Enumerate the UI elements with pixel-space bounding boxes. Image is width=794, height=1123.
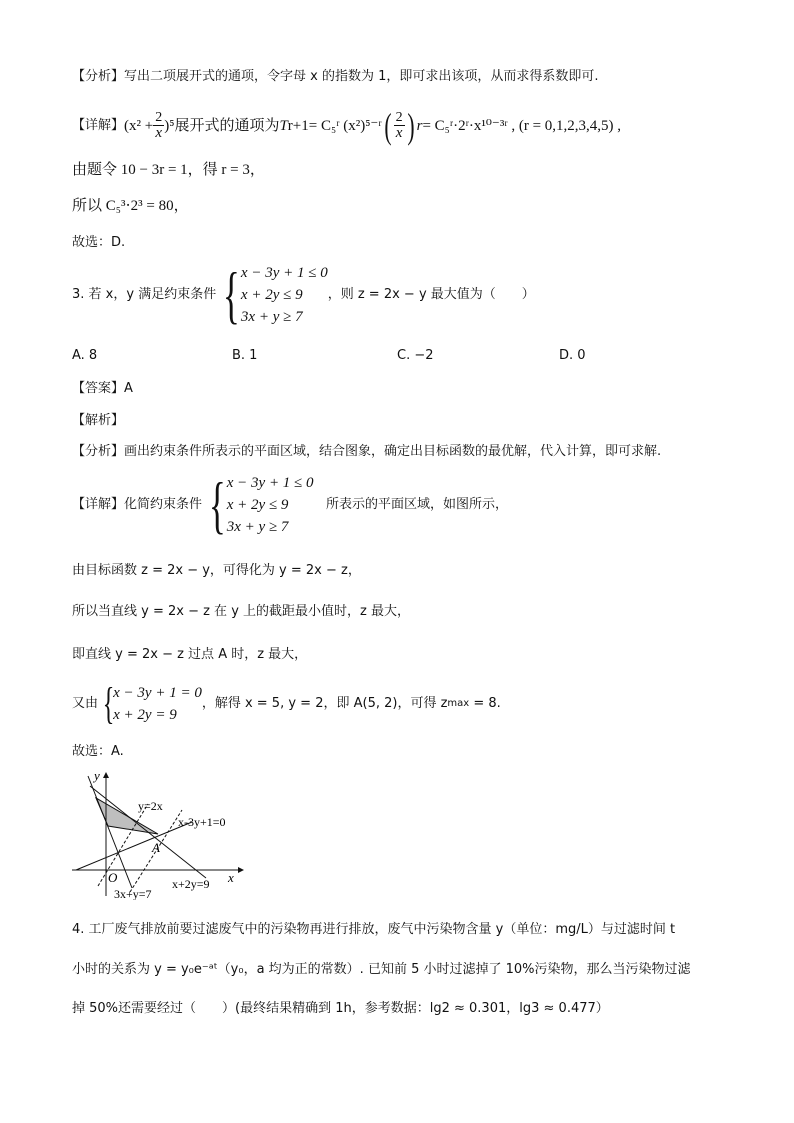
step-4-tail: ，解得 x = 5, y = 2，即 A(5, 2)，可得 z [201,696,448,711]
feasible-region-figure [68,770,248,900]
label-y2x: y=2x [138,799,163,813]
constraint-3: 3x + y ≥ 7 [240,309,303,325]
step-4-lead: 又由 [72,696,99,711]
step-3: 即直线 y = 2x − z 过点 A 时，z 最大， [72,647,308,662]
analysis-tag: 【分析】 [72,69,125,84]
detail-q3 [72,469,508,540]
option-a: A. 8 [72,348,98,363]
general-term-rhs: = C₅ʳ (x²)⁵⁻ʳ [308,117,382,134]
general-term-rhs2: = C₅ʳ·2ʳ·x¹⁰⁻³ʳ , (r = 0,1,2,3,4,5) , [422,117,622,134]
answer-value: A [124,381,133,396]
option-b: B. 1 [232,348,258,363]
origin-label: O [108,870,118,885]
question-4-line-1 [72,920,675,940]
question-4-text-1: 工厂废气排放前要过滤废气中的污染物再进行排放，废气中污染物含量 y（单位：mg/L）与过滤时间 t [88,922,676,937]
label-l2: x+2y=9 [172,877,210,891]
question-number: 3. [72,287,85,302]
solution-tag: 【解析】 [72,413,125,428]
label-l3: 3x+y=7 [114,887,152,900]
detail-tag-q3: 【详解】 [72,497,125,512]
answer-line [72,379,133,399]
step-4-sub: max [447,698,470,709]
binomial-fraction: $\frac{2}{x}$ [155,110,163,141]
detail-tail-q3: 所表示的平面区域，如图所示， [325,497,508,512]
step-1: 由目标函数 z = 2x − y，可得化为 y = 2x − z， [72,563,361,578]
step-4-end: = 8. [473,696,501,711]
step-4-eq-2: x + 2y = 9 [113,707,177,723]
constraint-system: { x − 3y + 1 ≤ 0 x + 2y ≤ 9 3x + y ≥ 7 [223,259,328,330]
detail-constraint-system: { x − 3y + 1 ≤ 0 x + 2y ≤ 9 3x + y ≥ 7 [208,469,314,540]
binomial-tail: )⁵展开式的通项为 [164,117,280,134]
axis-y-label: y [94,770,100,783]
option-c: C. −2 [397,348,434,363]
question-4-number: 4. [72,922,85,937]
analysis-text: 写出二项展开式的通项，令字母 x 的指数为 1，即可求出该项，从而求得系数即可. [124,69,599,84]
option-d: D. 0 [559,348,586,363]
constraint-2: x + 2y ≤ 9 [240,287,303,303]
label-l1: x-3y+1=0 [178,815,226,829]
constraint-1: x − 3y + 1 ≤ 0 [240,265,328,281]
step-4-eq-1: x − 3y + 1 = 0 [113,685,202,701]
analysis-text-q3: 画出约束条件所表示的平面区域，结合图象，确定出目标函数的最优解，代入计算，即可求解. [124,444,662,459]
paren-fraction: $\frac{2}{x}$ [395,110,403,141]
detail-general-term: 【详解】 (x² + $\frac{2}{x}$ )⁵展开式的通项为 T r+1 = C₅ʳ (x²)⁵⁻ʳ ( $\frac{2}{x}$ ) r = C₅ʳ·2ʳ·x¹⁰⁻³ʳ , (r = 0,1,2,3,4,5) , [72,105,622,146]
stem-tail: ，则 z = 2x − y 最大值为（ ） [327,287,535,302]
step-4 [72,679,501,728]
y-axis-arrow [103,772,109,778]
analysis-line-q3 [72,442,661,462]
x-axis-arrow [238,867,244,873]
analysis-tag-q3: 【分析】 [72,444,125,459]
question-3-stem [72,259,535,330]
options-row [72,346,722,366]
detail-line-2: 由题令 10 − 3r = 1，得 r = 3， [72,162,265,178]
stem-lead: 若 x，y 满足约束条件 [88,287,217,302]
general-term-label: T [279,117,288,134]
axis-x-label: x [228,870,234,885]
detail-constraint-1: x − 3y + 1 ≤ 0 [226,475,314,491]
detail-constraint-2: x + 2y ≤ 9 [226,497,289,513]
detail-line-3: 所以 C₅³⋅2³ = 80， [72,198,189,214]
detail-lead-q3: 化简约束条件 [124,497,203,512]
general-term-sub: r+1 [287,117,309,134]
analysis-line [72,67,599,87]
detail-constraint-3: 3x + y ≥ 7 [226,519,289,535]
detail-line-4: 故选：D. [72,235,126,250]
step-4-system: { x − 3y + 1 = 0 x + 2y = 9 [102,679,202,728]
question-4-line-2: 小时的关系为 y = y₀e⁻ᵃᵗ（y₀，a 均为正的常数）. 已知前 5 小时过滤掉了 10%污染物，那么当污染物过滤 [72,962,691,977]
step-2: 所以当直线 y = 2x − z 在 y 上的截距最小值时，z 最大， [72,604,410,619]
question-4-line-3: 掉 50%还需要经过（ ）(最终结果精确到 1h，参考数据：lg2 ≈ 0.301，lg3 ≈ 0.477） [72,1001,609,1016]
point-a-label: A [152,840,160,855]
conclusion-q3: 故选：A. [72,744,124,759]
answer-tag: 【答案】 [72,381,125,396]
binomial-lead: (x² + [124,117,154,134]
detail-tag: 【详解】 [72,117,125,133]
